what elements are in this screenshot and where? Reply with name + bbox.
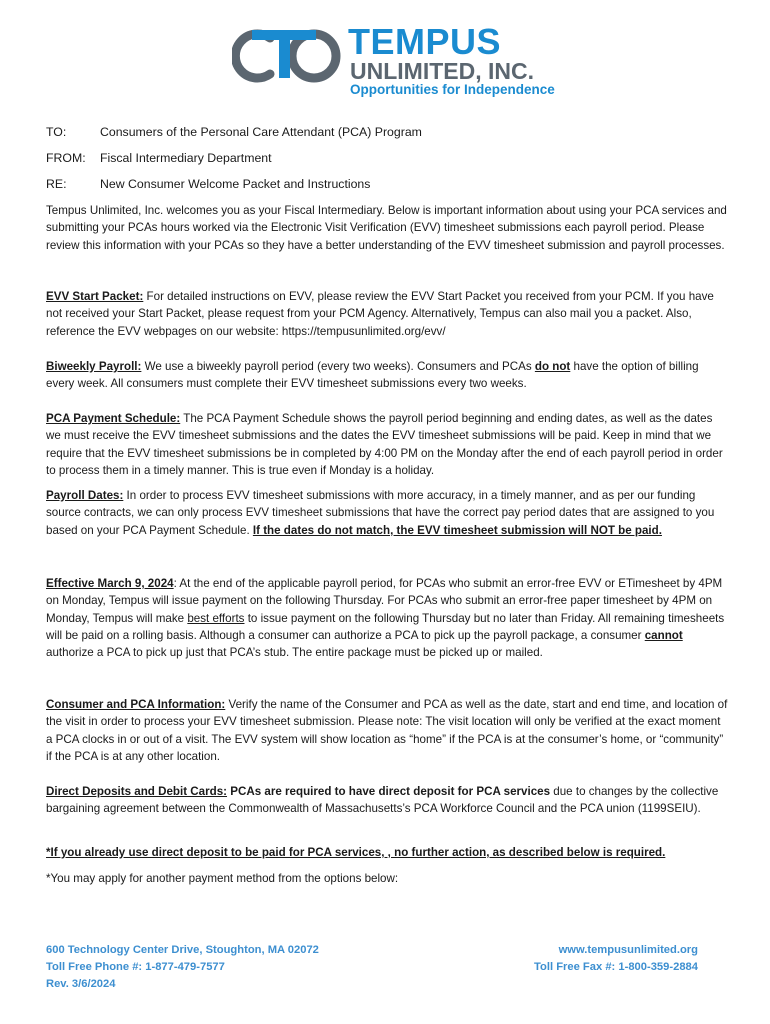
logo-name: TEMPUS — [348, 21, 502, 62]
dates-section — [46, 487, 728, 539]
intro-paragraph — [46, 202, 728, 254]
note-direct-deposit — [46, 844, 728, 861]
memo-from-value: Fiscal Intermediary Department — [100, 151, 272, 165]
biweekly-emphasis: do not — [534, 360, 571, 373]
memo-from — [46, 150, 272, 166]
effective-emphasis-2: cannot — [644, 628, 683, 642]
biweekly-text-2: have the option of billing every week. All consumers must complete their EVV timesheet submissions every two weeks. — [46, 360, 699, 391]
note-1: *If you already use direct deposit to be paid for PCA services, , no further action, as described below is required. — [46, 846, 666, 859]
memo-re-label: RE: — [46, 177, 67, 191]
memo-from-label: FROM: — [46, 151, 86, 165]
biweekly-heading: Biweekly Payroll: — [46, 360, 142, 373]
schedule-section — [46, 410, 728, 479]
evv-section — [46, 288, 728, 340]
biweekly-text-1: We use a biweekly payroll period (every two weeks). Consumers and PCAs — [141, 360, 535, 373]
company-logo — [232, 21, 555, 100]
footer-fax: Toll Free Fax #: 1-800-359-2884 — [534, 961, 698, 973]
dates-heading: Payroll Dates: — [46, 489, 124, 502]
evv-text: For detailed instructions on EVV, please review the EVV Start Packet you received from your PCM. If you have not received your Start Packet, please request from your PCM Agency. Alternatively, Tempus can also mail you a packet. Also, reference the EVV webpages on our website: https://tempusunlimited.org/evv/ — [46, 290, 714, 338]
info-heading: Consumer and PCA Information: — [46, 698, 226, 711]
info-text: Verify the name of the Consumer and PCA as well as the date, start and end time, and location of the visit in order to process your EVV timesheet submission. Please note: The visit location will only be verified at the exact moment a PCA clocks in or out of a visit. The EVV system will show location as “home” if the PCA is at the consumer’s home, or “community” if the PCA is at any other location. — [46, 698, 728, 763]
memo-re — [46, 176, 370, 192]
info-section — [46, 696, 728, 765]
effective-heading: Effective March 9, 2024 — [46, 577, 174, 590]
intro-text: Tempus Unlimited, Inc. welcomes you as your Fiscal Intermediary. Below is important information about using your PCA services and submitting your PCAs hours worked via the Electronic Visit Verification (EVV) timesheet submissions each payroll period. Please review this information with your PCAs so they have a better understanding of the EVV timesheet submission and payroll processes. — [46, 204, 727, 252]
footer-left — [46, 942, 319, 993]
memo-re-value: New Consumer Welcome Packet and Instructions — [100, 177, 371, 191]
deposits-heading: Direct Deposits and Debit Cards: — [46, 785, 228, 798]
dates-emphasis: If the dates do not match, the EVV timesheet submission will NOT be paid. — [252, 523, 662, 537]
evv-heading: EVV Start Packet: — [46, 290, 144, 303]
deposits-bold: PCAs are required to have direct deposit for PCA services — [227, 785, 551, 798]
footer-address: 600 Technology Center Drive, Stoughton, MA 02072 — [46, 944, 319, 956]
schedule-text: The PCA Payment Schedule shows the payroll period beginning and ending dates, as well as the dates we must receive the EVV timesheet submissions and the dates the EVV timesheet submissions will be paid. Keep in mind that we require that the EVV timesheet submissions be in completed by 4:00 PM on the Monday after the end of each payroll period in order to process them in a timely manner. This is true even if Monday is a holiday. — [46, 412, 723, 477]
effective-text-1: : At the end of the applicable payroll period, for PCAs who submit an error-free EVV or ETimesheet by 4PM on Monday, Tempus will issue payment on the following Thursday. For PCAs who submit an error-free paper timesheet by 4PM on Monday, Tempus will make — [46, 577, 723, 625]
memo-to-value: Consumers of the Personal Care Attendant (PCA) Program — [100, 125, 422, 139]
note-payment-options — [46, 870, 728, 887]
effective-emphasis-1: best efforts — [187, 611, 245, 625]
footer-revision: Rev. 3/6/2024 — [46, 978, 116, 990]
deposits-section — [46, 783, 728, 818]
schedule-heading: PCA Payment Schedule: — [46, 412, 181, 425]
dates-text: In order to process EVV timesheet submissions with more accuracy, in a timely manner, and as per our funding source contracts, we can only process EVV timesheet submissions that have the correct pay period dates that are assigned to you based on your PCA Payment Schedule. — [46, 489, 715, 537]
footer-website[interactable]: www.tempusunlimited.org — [558, 944, 698, 956]
deposits-text: due to changes by the collective bargaining agreement between the Commonwealth of Massachusetts’s PCA Workforce Council and the PCA union (1199SEIU). — [46, 785, 719, 816]
memo-to — [46, 124, 422, 140]
logo-name-line2: UNLIMITED, INC. — [350, 58, 534, 84]
logo-tagline: Opportunities for Independence — [350, 82, 555, 97]
footer-right — [534, 942, 698, 976]
effective-text-2: to issue payment on the following Thursday but no later than Friday. All remaining timesheets will be paid on a rolling basis. Although a consumer can authorize a PCA to pick up the payroll package, a consumer — [46, 611, 725, 642]
effective-section — [46, 575, 728, 661]
memo-to-label: TO: — [46, 125, 67, 139]
note-2: *You may apply for another payment method from the options below: — [46, 872, 399, 885]
biweekly-section — [46, 358, 728, 393]
footer-phone: Toll Free Phone #: 1-877-479-7577 — [46, 961, 225, 973]
effective-text-3: authorize a PCA to pick up just that PCA’s stub. The entire package must be picked up or mailed. — [46, 646, 543, 660]
tempus-logo-mark — [232, 24, 346, 88]
